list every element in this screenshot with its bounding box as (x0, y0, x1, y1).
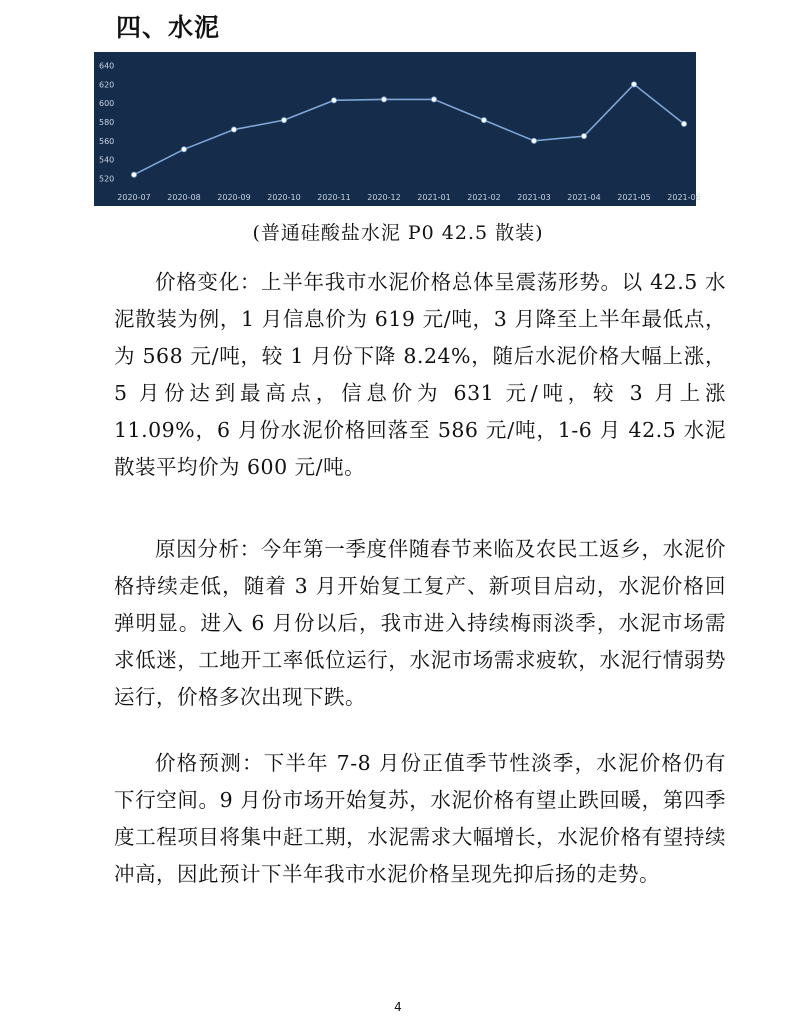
x-tick-label: 2021-05 (617, 193, 651, 202)
x-tick-label: 2020-11 (317, 193, 351, 202)
data-point (681, 121, 686, 126)
chart-canvas (94, 52, 701, 206)
y-tick-label: 620 (99, 80, 115, 90)
data-point (631, 82, 636, 87)
data-point (481, 118, 486, 123)
section-heading: 四、水泥 (116, 13, 221, 42)
y-tick-label: 640 (99, 61, 115, 71)
cement-price-chart (94, 52, 701, 206)
x-tick-label: 2020-09 (217, 193, 251, 202)
x-tick-label: 2020-08 (167, 193, 201, 202)
x-tick-label: 2021-04 (567, 193, 601, 202)
series-line (134, 84, 684, 174)
x-tick-label: 2020-12 (367, 193, 401, 202)
y-tick-label: 600 (99, 99, 115, 109)
x-tick-label: 2021-06 (667, 193, 701, 202)
data-point (281, 118, 286, 123)
data-point (431, 97, 436, 102)
chart-caption: (普通硅酸盐水泥 P0 42.5 散装) (252, 222, 544, 244)
x-tick-label: 2020-07 (117, 193, 151, 202)
data-point (581, 134, 586, 139)
x-tick-label: 2021-01 (417, 193, 451, 202)
data-point (531, 138, 536, 143)
y-tick-label: 580 (99, 118, 115, 127)
data-point (331, 98, 336, 103)
y-tick-label: 540 (99, 155, 115, 165)
page-number: 4 (394, 1000, 402, 1014)
paragraph-price-change: 价格变化：上半年我市水泥价格总体呈震荡形势。以 42.5 水泥散装为例，1 月信息价为 619 元/吨，3 月降至上半年最低点，为 568 元/吨，较 1 月份下降 8.24%，随后水泥价格大幅上涨，5 月份达到最高点，信息价为 631 元/吨，较 3 月上涨 11.09%，6 月份水泥价格回落至 586 元/吨，1-6 月 42.5 水泥散装平均价为 600 元/吨。 (114, 270, 726, 479)
y-tick-label: 520 (99, 174, 115, 184)
x-tick-label: 2021-02 (467, 193, 501, 202)
data-point (381, 97, 386, 102)
data-point (231, 127, 236, 132)
data-point (131, 172, 136, 177)
data-point (181, 147, 186, 152)
y-tick-label: 560 (99, 136, 115, 146)
paragraph-cause-analysis: 原因分析：今年第一季度伴随春节来临及农民工返乡，水泥价格持续走低，随着 3 月开始复工复产、新项目启动，水泥价格回弹明显。进入 6 月份以后，我市进入持续梅雨淡季，水泥市场需求低迷，工地开工率低位运行，水泥市场需求疲软，水泥行情弱势运行，价格多次出现下跌。 (114, 537, 726, 709)
paragraph-price-forecast: 价格预测：下半年 7-8 月份正值季节性淡季，水泥价格仍有下行空间。9 月份市场开始复苏，水泥价格有望止跌回暖，第四季度工程项目将集中赶工期，水泥需求大幅增长，水泥价格有望持续冲高，因此预计下半年我市水泥价格呈现先抑后扬的走势。 (114, 751, 726, 886)
x-tick-label: 2020-10 (267, 193, 301, 202)
x-tick-label: 2021-03 (517, 193, 551, 202)
